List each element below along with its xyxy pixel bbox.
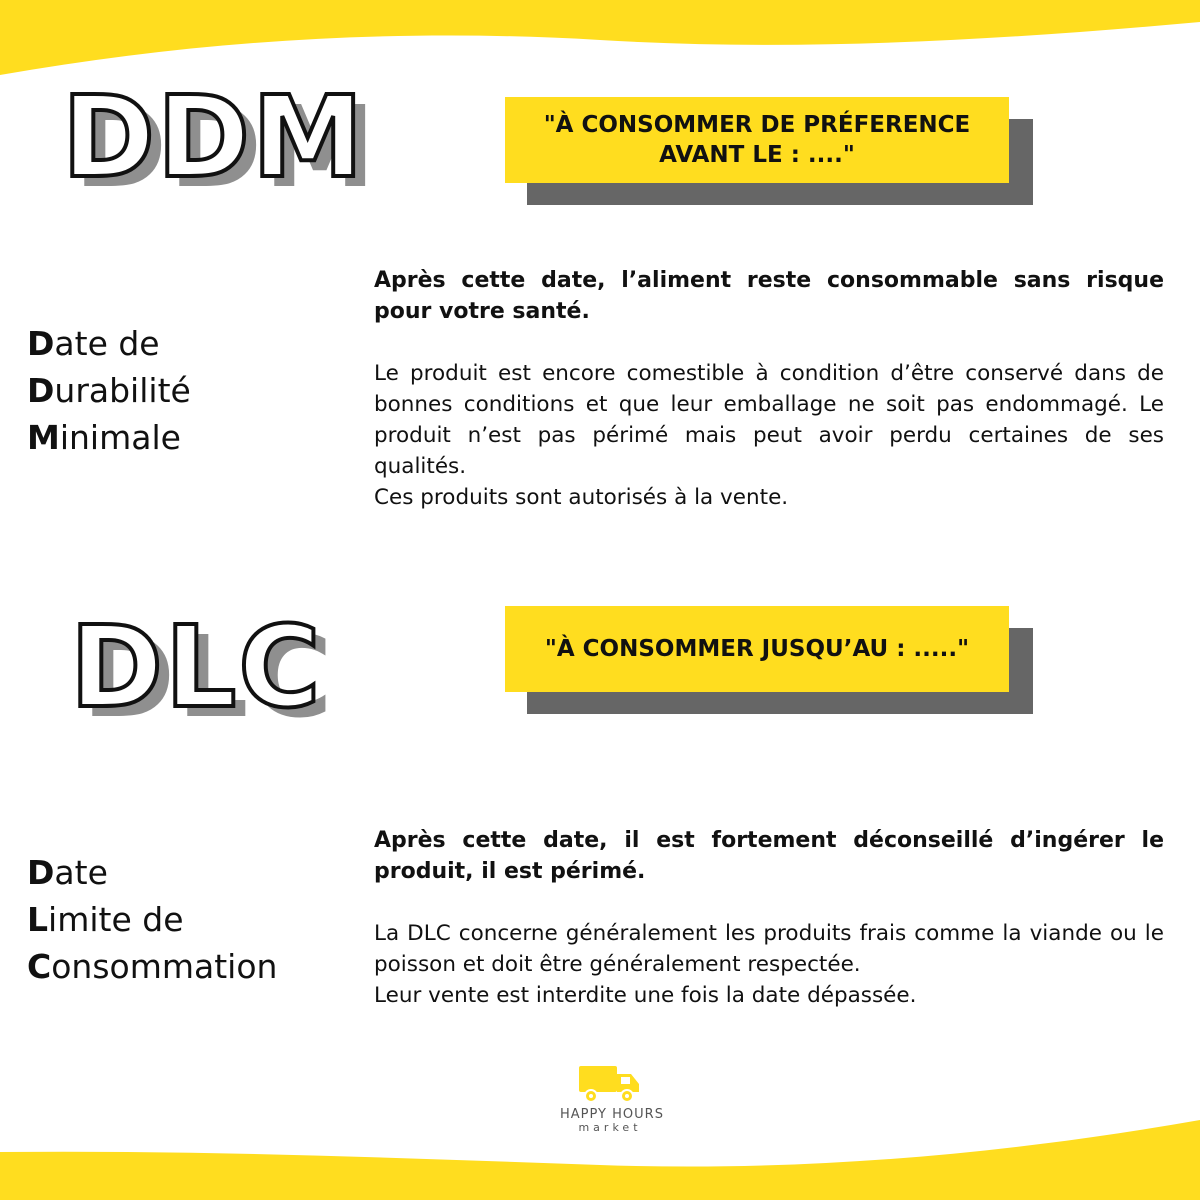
ddm-label-line-2: AVANT LE : ...." (659, 142, 855, 168)
ddm-definition (27, 320, 191, 461)
dlc-label-text: "À CONSOMMER JUSQU’AU : ....." (505, 606, 1009, 692)
definition-line: Limite de (27, 900, 184, 939)
dlc-definition (27, 849, 277, 990)
definition-line: Durabilité (27, 371, 191, 410)
ddm-label-text (505, 97, 1009, 183)
ddm-label-box (505, 97, 1033, 207)
ddm-lead-text: Après cette date, l’aliment reste consommable sans risque pour votre santé. (374, 268, 1164, 324)
ddm-label-line-1: "À CONSOMMER DE PRÉFERENCE (543, 112, 971, 138)
definition-line: Date de (27, 324, 160, 363)
definition-line: Date (27, 853, 108, 892)
ddm-paragraph: Le produit est encore comestible à condition d’être conservé dans de bonnes conditions et que leur emballage ne soit pas endommagé. Le produit n’est pas périmé mais peut avoir perdu certaines de ses qualités. (374, 361, 1164, 479)
dlc-acronym: DLC (70, 603, 323, 733)
ddm-acronym: DDM (62, 73, 366, 203)
logo-subtitle: market (578, 1121, 642, 1134)
definition-line: Minimale (27, 418, 181, 457)
logo-name: HAPPY HOURS (560, 1107, 664, 1122)
truck-icon (577, 1062, 643, 1106)
ddm-description (374, 265, 1164, 513)
dlc-label-box (505, 606, 1033, 716)
dlc-paragraph: La DLC concerne généralement les produits frais comme la viande ou le poisson et doit être généralement respectée. (374, 921, 1164, 977)
dlc-description (374, 825, 1164, 1011)
dlc-lead-text: Après cette date, il est fortement déconseillé d’ingérer le produit, il est périmé. (374, 828, 1164, 884)
definition-line: Consommation (27, 947, 278, 986)
dlc-last-line: Leur vente est interdite une fois la date dépassée. (374, 983, 917, 1008)
happy-hours-logo (560, 1062, 664, 1134)
ddm-last-line: Ces produits sont autorisés à la vente. (374, 485, 789, 510)
